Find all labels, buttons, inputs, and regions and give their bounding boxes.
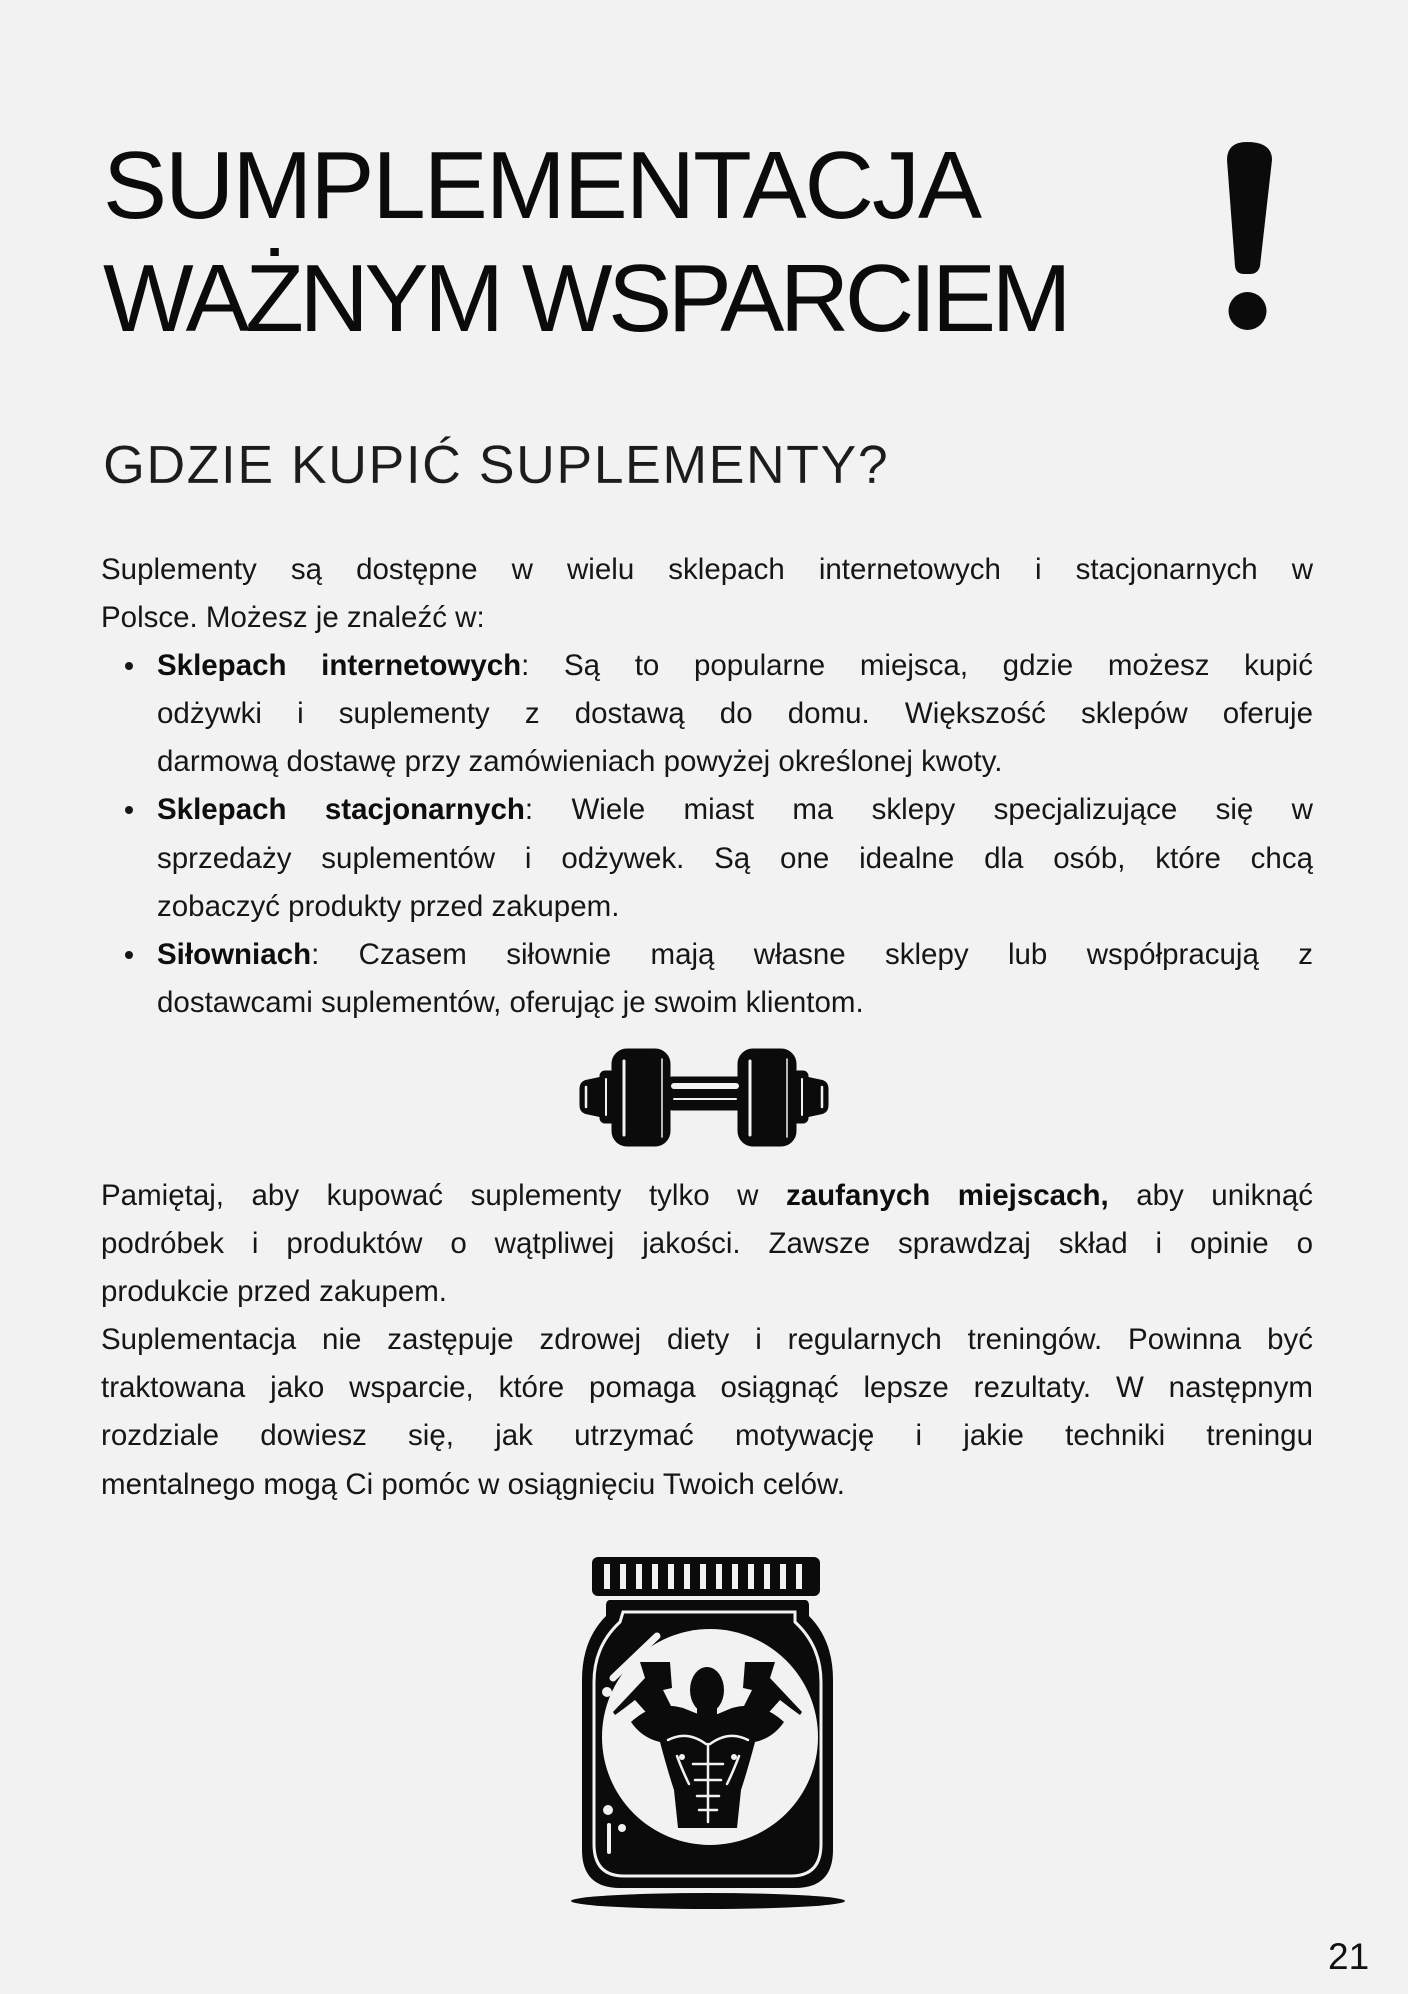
bullet-line (157, 642, 1313, 690)
bullet-line: sprzedaży suplementów i odżywek. Są one idealne dla osób, które chcą (157, 841, 1313, 875)
bullet-item-retail-stores (101, 786, 1313, 931)
bullet-line: dostawcami suplementów, oferując je swoim klientom. (157, 986, 864, 1020)
intro-text-block (101, 546, 1313, 1028)
bullet-line (157, 786, 1313, 834)
bullet-term: Siłowniach (157, 938, 312, 971)
page-title-line-2: WAŻNYM WSPARCIEM (103, 245, 1068, 352)
dumbbell-icon (578, 1047, 830, 1148)
advice-line: podróbek i produktów o wątpliwej jakości. Zawsze sprawdzaj skład i opinie o (101, 1226, 1313, 1260)
bullet-item-online-stores (101, 642, 1313, 787)
advice-line: Suplementacja nie zastępuje zdrowej diety i regularnych treningów. Powinna być (101, 1323, 1313, 1357)
page-number: 21 (1328, 1936, 1370, 1977)
advice-line: produkcie przed zakupem. (101, 1274, 447, 1308)
advice-line: mentalnego mogą Ci pomóc w osiągnięciu Twoich celów. (101, 1467, 845, 1501)
bullet-line: darmową dostawę przy zamówieniach powyżej określonej kwoty. (157, 745, 1003, 779)
advice-text: aby uniknąć (1108, 1178, 1313, 1212)
supplement-jar-bodybuilder-icon (565, 1550, 850, 1915)
bullet-dot-icon (125, 806, 133, 814)
bullet-term: Sklepach internetowych (157, 648, 522, 682)
bullet-line (157, 931, 1313, 979)
advice-bold-emphasis: zaufanych miejscach, (786, 1178, 1109, 1212)
bullet-text: : Wiele miast ma sklepy specjalizujące się w (524, 793, 1313, 827)
bullet-term: Sklepach stacjonarnych (157, 793, 525, 827)
intro-line: Polsce. Możesz je znaleźć w: (101, 600, 485, 634)
bullet-dot-icon (125, 951, 133, 959)
exclamation-mark-icon (1215, 138, 1280, 334)
bullet-line: odżywki i suplementy z dostawą do domu. Większość sklepów oferuje (157, 697, 1313, 731)
page-title (103, 129, 1067, 355)
section-heading: GDZIE KUPIĆ SUPLEMENTY? (103, 435, 890, 495)
advice-line: traktowana jako wsparcie, które pomaga osiągnąć lepsze rezultaty. W następnym (101, 1371, 1313, 1405)
advice-line: rozdziale dowiesz się, jak utrzymać motywację i jakie techniki treningu (101, 1419, 1313, 1453)
bullet-text: : Czasem siłownie mają własne sklepy lub współpracują z (311, 938, 1313, 971)
advice-text-block (101, 1172, 1313, 1509)
bullet-line: zobaczyć produkty przed zakupem. (157, 889, 620, 923)
bullet-text: : Są to popularne miejsca, gdzie możesz kupić (521, 648, 1313, 682)
intro-line: Suplementy są dostępne w wielu sklepach internetowych i stacjonarnych w (101, 552, 1313, 586)
advice-line (101, 1172, 1313, 1220)
advice-text: Pamiętaj, aby kupować suplementy tylko w (101, 1178, 786, 1212)
bullet-dot-icon (125, 662, 133, 670)
bullet-item-gyms (101, 931, 1313, 1027)
page-title-line-1: SUMPLEMENTACJA (103, 132, 981, 239)
